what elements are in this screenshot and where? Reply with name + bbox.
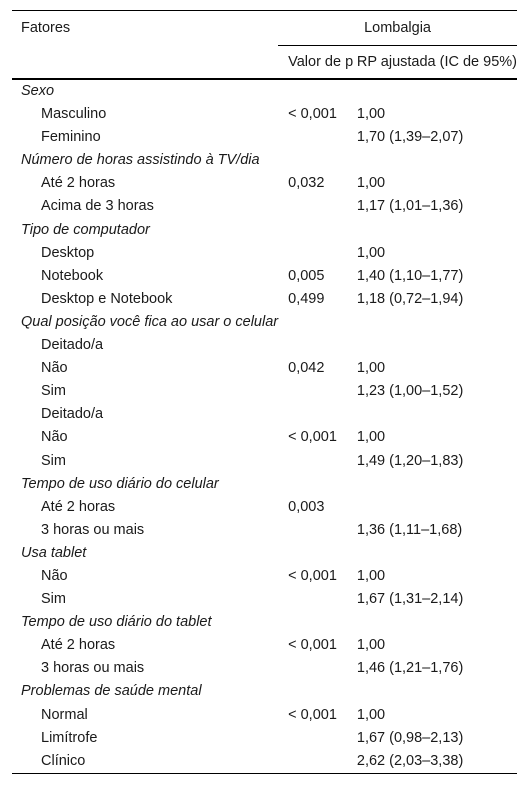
row-rp	[357, 473, 517, 496]
row-label: Limítrofe	[41, 729, 98, 746]
table-row	[12, 496, 517, 519]
row-rp: 1,00	[356, 106, 386, 123]
row-p-value	[278, 473, 357, 496]
header-valor-p: Valor de p	[278, 46, 357, 80]
row-label: Sexo	[21, 83, 55, 99]
row-label: 3 horas ou mais	[41, 521, 145, 538]
row-rp	[357, 542, 517, 565]
row-label: Até 2 horas	[41, 637, 116, 654]
table-row	[12, 242, 517, 265]
group-row	[12, 311, 517, 334]
header-empty	[12, 46, 278, 80]
row-rp: 1,00	[356, 175, 386, 192]
row-rp	[357, 680, 517, 703]
row-rp	[357, 334, 517, 357]
row-rp	[357, 79, 517, 103]
row-label: Feminino	[41, 129, 101, 146]
row-p-value: < 0,001	[288, 706, 337, 723]
row-p-value	[278, 195, 357, 218]
row-label: Tempo de uso diário do celular	[21, 475, 219, 492]
row-p-value	[278, 450, 357, 473]
row-p-value	[278, 727, 357, 750]
table-row	[12, 727, 517, 750]
row-label: Masculino	[41, 106, 107, 123]
table-row	[12, 565, 517, 588]
header-fatores: Fatores	[12, 11, 278, 46]
row-label: Notebook	[41, 267, 104, 284]
row-label: Deitado/a	[41, 406, 104, 423]
row-rp: 1,00	[356, 637, 386, 654]
row-p-value	[278, 242, 357, 265]
table-row	[12, 519, 517, 542]
row-rp: 2,62 (2,03–3,38)	[357, 750, 517, 774]
row-rp: 1,70 (1,39–2,07)	[356, 129, 464, 146]
row-p-value	[278, 519, 357, 542]
row-label: Qual posição você fica ao usar o celular	[21, 313, 279, 330]
table-row	[12, 403, 517, 426]
row-label: Deitado/a	[41, 337, 104, 354]
row-p-value	[278, 542, 357, 565]
row-label: Não	[41, 429, 68, 446]
row-label: Problemas de saúde mental	[21, 683, 202, 700]
table-row	[12, 195, 517, 218]
row-label: Número de horas assistindo à TV/dia	[21, 152, 260, 169]
row-rp: 1,23 (1,00–1,52)	[356, 383, 464, 400]
row-label: Até 2 horas	[41, 175, 116, 192]
table-row	[12, 704, 517, 727]
group-row	[12, 79, 517, 103]
row-p-value: 0,042	[288, 360, 325, 377]
group-row	[12, 542, 517, 565]
row-label: Desktop	[41, 244, 95, 261]
row-p-value	[278, 403, 357, 426]
row-p-value	[278, 680, 357, 703]
group-row	[12, 680, 517, 703]
row-p-value	[278, 334, 357, 357]
header-lombalgia: Lombalgia	[278, 11, 517, 46]
row-rp: 1,00	[356, 360, 386, 377]
group-row	[12, 219, 517, 242]
header-row-1	[12, 11, 517, 46]
table-row	[12, 357, 517, 380]
row-rp: 1,00	[356, 706, 386, 723]
row-p-value	[278, 79, 357, 103]
row-p-value	[278, 750, 357, 774]
row-label: Normal	[41, 706, 88, 723]
row-rp	[357, 611, 517, 634]
row-rp	[357, 149, 517, 172]
row-label: Usa tablet	[21, 544, 87, 561]
table-row	[12, 172, 517, 195]
row-p-value: < 0,001	[288, 567, 337, 584]
row-p-value	[278, 126, 357, 149]
row-p-value: 0,032	[288, 175, 325, 192]
row-rp	[357, 219, 517, 242]
row-rp: 1,17 (1,01–1,36)	[356, 198, 464, 215]
row-p-value	[278, 611, 357, 634]
row-label: Sim	[41, 452, 66, 469]
row-p-value	[278, 311, 357, 334]
row-rp: 1,46 (1,21–1,76)	[356, 660, 464, 677]
results-table	[12, 10, 517, 774]
table-row	[12, 380, 517, 403]
row-rp	[357, 403, 517, 426]
row-label: Sim	[41, 591, 66, 608]
table-row	[12, 634, 517, 657]
row-rp: 1,18 (0,72–1,94)	[356, 290, 464, 307]
table-row	[12, 126, 517, 149]
group-row	[12, 149, 517, 172]
row-p-value: < 0,001	[288, 637, 337, 654]
table-row	[12, 103, 517, 126]
group-row	[12, 611, 517, 634]
row-label: Tipo de computador	[21, 221, 150, 238]
group-row	[12, 473, 517, 496]
table-row	[12, 426, 517, 449]
row-p-value: < 0,001	[288, 429, 337, 446]
row-p-value	[278, 149, 357, 172]
row-p-value	[278, 219, 357, 242]
row-rp: 1,00	[356, 567, 386, 584]
row-rp	[357, 496, 517, 519]
header-rp: RP ajustada (IC de 95%)	[357, 46, 517, 80]
row-label: Desktop e Notebook	[41, 290, 173, 307]
row-label: Clínico	[12, 750, 278, 774]
row-rp: 1,36 (1,11–1,68)	[356, 521, 463, 538]
row-label: Sim	[41, 383, 66, 400]
row-p-value: 0,003	[288, 498, 325, 515]
table-row	[12, 450, 517, 473]
row-label: Acima de 3 horas	[41, 198, 154, 215]
table-row	[12, 288, 517, 311]
row-rp: 1,49 (1,20–1,83)	[356, 452, 464, 469]
table-body	[12, 79, 517, 773]
row-rp: 1,67 (1,31–2,14)	[356, 591, 464, 608]
row-label: Até 2 horas	[41, 498, 116, 515]
table-row	[12, 657, 517, 680]
row-p-value	[278, 657, 357, 680]
row-label: Tempo de uso diário do tablet	[21, 614, 212, 631]
header-row-2	[12, 46, 517, 80]
table-row	[12, 334, 517, 357]
table-row	[12, 750, 517, 774]
row-rp	[357, 311, 517, 334]
table-row	[12, 588, 517, 611]
row-p-value	[278, 588, 357, 611]
row-p-value: 0,499	[288, 290, 325, 307]
row-rp: 1,00	[356, 244, 386, 261]
row-label: 3 horas ou mais	[41, 660, 145, 677]
row-p-value: < 0,001	[288, 106, 337, 123]
row-rp: 1,67 (0,98–2,13)	[356, 729, 464, 746]
row-rp: 1,00	[356, 429, 386, 446]
table-row	[12, 265, 517, 288]
row-p-value: 0,005	[288, 267, 325, 284]
row-rp: 1,40 (1,10–1,77)	[356, 267, 464, 284]
row-p-value	[278, 380, 357, 403]
row-label: Não	[41, 567, 68, 584]
row-label: Não	[41, 360, 68, 377]
